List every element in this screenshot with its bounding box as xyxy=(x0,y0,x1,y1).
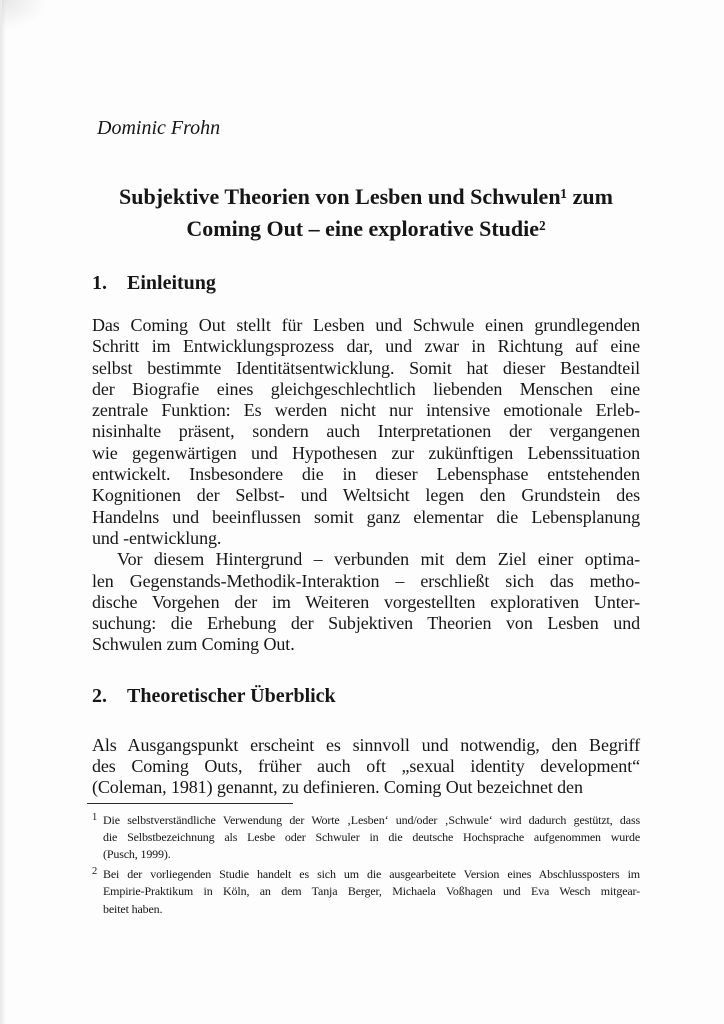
footnote-marker: 2 xyxy=(92,865,98,877)
text-line: Vor diesem Hintergrund – verbunden mit dem Ziel einer optima- xyxy=(117,549,640,570)
footnote-2 xyxy=(92,866,640,918)
section-title: Theoretischer Überblick xyxy=(127,684,336,707)
text-line: Schritt im Entwicklungsprozess dar, und zwar in Richtung auf eine xyxy=(92,336,640,357)
text-line: beitet haben. xyxy=(103,901,163,916)
text-line: des Coming Outs, früher auch oft „sexual identity development“ xyxy=(92,756,640,777)
footnote-text xyxy=(103,812,640,864)
paper-title xyxy=(92,181,640,245)
text-line: selbst bestimmte Identitätsentwicklung. Somit hat dieser Bestandteil xyxy=(92,357,640,378)
paragraph xyxy=(92,735,640,799)
footnote-text xyxy=(103,866,640,918)
text-line: nisinhalte präsent, sondern auch Interpretationen der vergangenen xyxy=(92,421,640,442)
footnotes xyxy=(92,812,640,918)
text-line: Als Ausgangspunkt erscheint es sinnvoll und notwendig, den Begriff xyxy=(92,734,640,755)
text-line: zentrale Funktion: Es werden nicht nur intensive emotionale Erleb- xyxy=(92,400,640,421)
text-line: len Gegenstands-Methodik-Interaktion – erschließt sich das metho- xyxy=(92,570,640,591)
text-line: (Coleman, 1981) genannt, zu definieren. Coming Out bezeichnet den xyxy=(92,777,583,798)
footnote-marker: 1 xyxy=(92,811,98,823)
section-heading-theoretischer-ueberblick xyxy=(92,686,640,706)
text-line: Schwulen zum Coming Out. xyxy=(92,634,295,655)
author-name: Dominic Frohn xyxy=(97,117,221,139)
text-line: und -entwicklung. xyxy=(92,527,222,548)
text-line: Handelns und beeinflussen somit ganz elementar die Lebensplanung xyxy=(92,506,640,527)
title-line-2: Coming Out – eine explorative Studie² xyxy=(186,216,546,241)
text-line: Bei der vorliegenden Studie handelt es sich um die ausgearbeitete Version eines Abschlussposters im xyxy=(103,866,640,881)
text-line: suchung: die Erhebung der Subjektiven Theorien von Lesben und xyxy=(92,613,640,634)
title-line-1: Subjektive Theorien von Lesben und Schwulen¹ zum xyxy=(119,184,613,209)
paragraph xyxy=(92,549,640,655)
text-line: Das Coming Out stellt für Lesben und Schwule einen grundlegenden xyxy=(92,315,640,335)
text-line: entwickelt. Insbesondere die in dieser Lebensphase entstehenden xyxy=(92,464,640,485)
text-line: Die selbstverständliche Verwendung der Worte ‚Lesben‘ und/oder ‚Schwule‘ wird dadurch gestützt, dass xyxy=(103,812,640,827)
page-content xyxy=(92,117,640,918)
text-line: der Biografie eines gleichgeschlechtlich liebenden Menschen eine xyxy=(92,378,640,399)
section-title: Einleitung xyxy=(127,272,216,294)
section-heading-einleitung xyxy=(92,273,640,293)
text-line: Kognitionen der Selbst- und Weltsicht legen den Grundstein des xyxy=(92,485,640,506)
footnote-rule xyxy=(87,803,293,804)
text-line: (Pusch, 1999). xyxy=(103,847,171,862)
footnote-1 xyxy=(92,812,640,864)
text-line: die Selbstbezeichnung als Lesbe oder Schwuler in die deutsche Hochsprache aufgenommen wurde xyxy=(103,830,640,845)
section-number: 2. xyxy=(92,684,107,707)
text-line: Empirie-Praktikum in Köln, an dem Tanja Berger, Michaela Voßhagen und Eva Wesch mitgear- xyxy=(103,884,640,899)
section-number: 1. xyxy=(92,272,107,294)
text-line: wie gegenwärtigen und Hypothesen zur zukünftigen Lebenssituation xyxy=(92,442,640,463)
paragraph xyxy=(92,315,640,549)
text-line: dische Vorgehen der im Weiteren vorgestellten explorativen Unter- xyxy=(92,591,640,612)
